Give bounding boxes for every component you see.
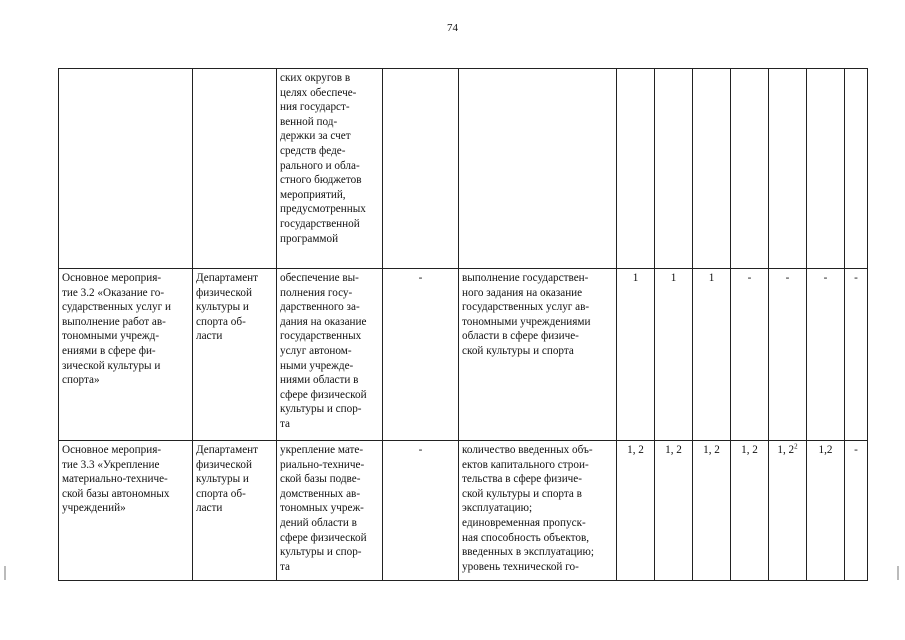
executor-cell [193,69,277,269]
table-row [59,441,868,581]
value-cell [693,69,731,269]
indicator-cell: выполнение государствен- ного задания на оказание государственных услуг ав- тономными учреждениями области в сфере физиче- ской культуры и спорта [459,269,617,441]
value-cell: 1, 2 [617,441,655,581]
value-cell: 1,2 [807,441,845,581]
value-cell: - [731,269,769,441]
measure-name-cell: Основное мероприя- тие 3.3 «Укрепление материально-техниче- ской базы автономных учреждений» [59,441,193,581]
description-cell: укрепление мате- риально-техниче- ской базы подве- домственных ав- тономных учреж- дений области в сфере физической культуры и спор- та [277,441,383,581]
value-cell: 1, 2 [693,441,731,581]
value-cell: 1 [693,269,731,441]
indicator-cell: количество введенных объ- ектов капитального строи- тельства в сфере физиче- ской культуры и спорта в эксплуатацию; единовременная пропуск- ная способность объектов, введенных в эксплуатацию; уровень технической го- [459,441,617,581]
measure-name-cell: Основное мероприя- тие 3.2 «Оказание го- сударственных услуг и выполнение работ ав- тономными учрежд- ениями в сфере фи- зической культуры и спорта» [59,269,193,441]
value-cell: - [807,269,845,441]
value-cell: - [769,269,807,441]
value-cell: - [845,269,868,441]
dash-cell [383,69,459,269]
value-cell [845,69,868,269]
value-cell: 1, 2 [655,441,693,581]
value-cell: 1 [617,269,655,441]
scan-edge-mark [897,566,899,580]
value-cell: - [845,441,868,581]
description-cell: обеспечение вы- полнения госу- дарственного за- дания на оказание государственных услуг автоном- ными учрежде- ниями области в сфере физической культуры и спор- та [277,269,383,441]
value-cell-footnoted [769,441,807,581]
value-cell [731,69,769,269]
dash-cell: - [383,269,459,441]
value-cell: 1, 2 [731,441,769,581]
program-measures-table [58,68,868,581]
measure-name-cell [59,69,193,269]
executor-cell: Департамент физической культуры и спорта об- ласти [193,441,277,581]
value-cell [769,69,807,269]
value-cell [655,69,693,269]
page-number: 74 [447,22,458,34]
executor-cell: Департамент физической культуры и спорта об- ласти [193,269,277,441]
table-row [59,269,868,441]
indicator-cell [459,69,617,269]
description-cell: ских округов в целях обеспече- ния государст- венной под- держки за счет средств феде- рального и обла- стного бюджетов мероприятий, предусмотренных государственной программой [277,69,383,269]
value-cell [807,69,845,269]
footnote-marker: 2 [794,442,798,451]
value-text: 1, 2 [777,444,795,456]
scan-edge-mark [4,566,6,580]
value-cell: 1 [655,269,693,441]
table-row [59,69,868,269]
value-cell [617,69,655,269]
dash-cell: - [383,441,459,581]
